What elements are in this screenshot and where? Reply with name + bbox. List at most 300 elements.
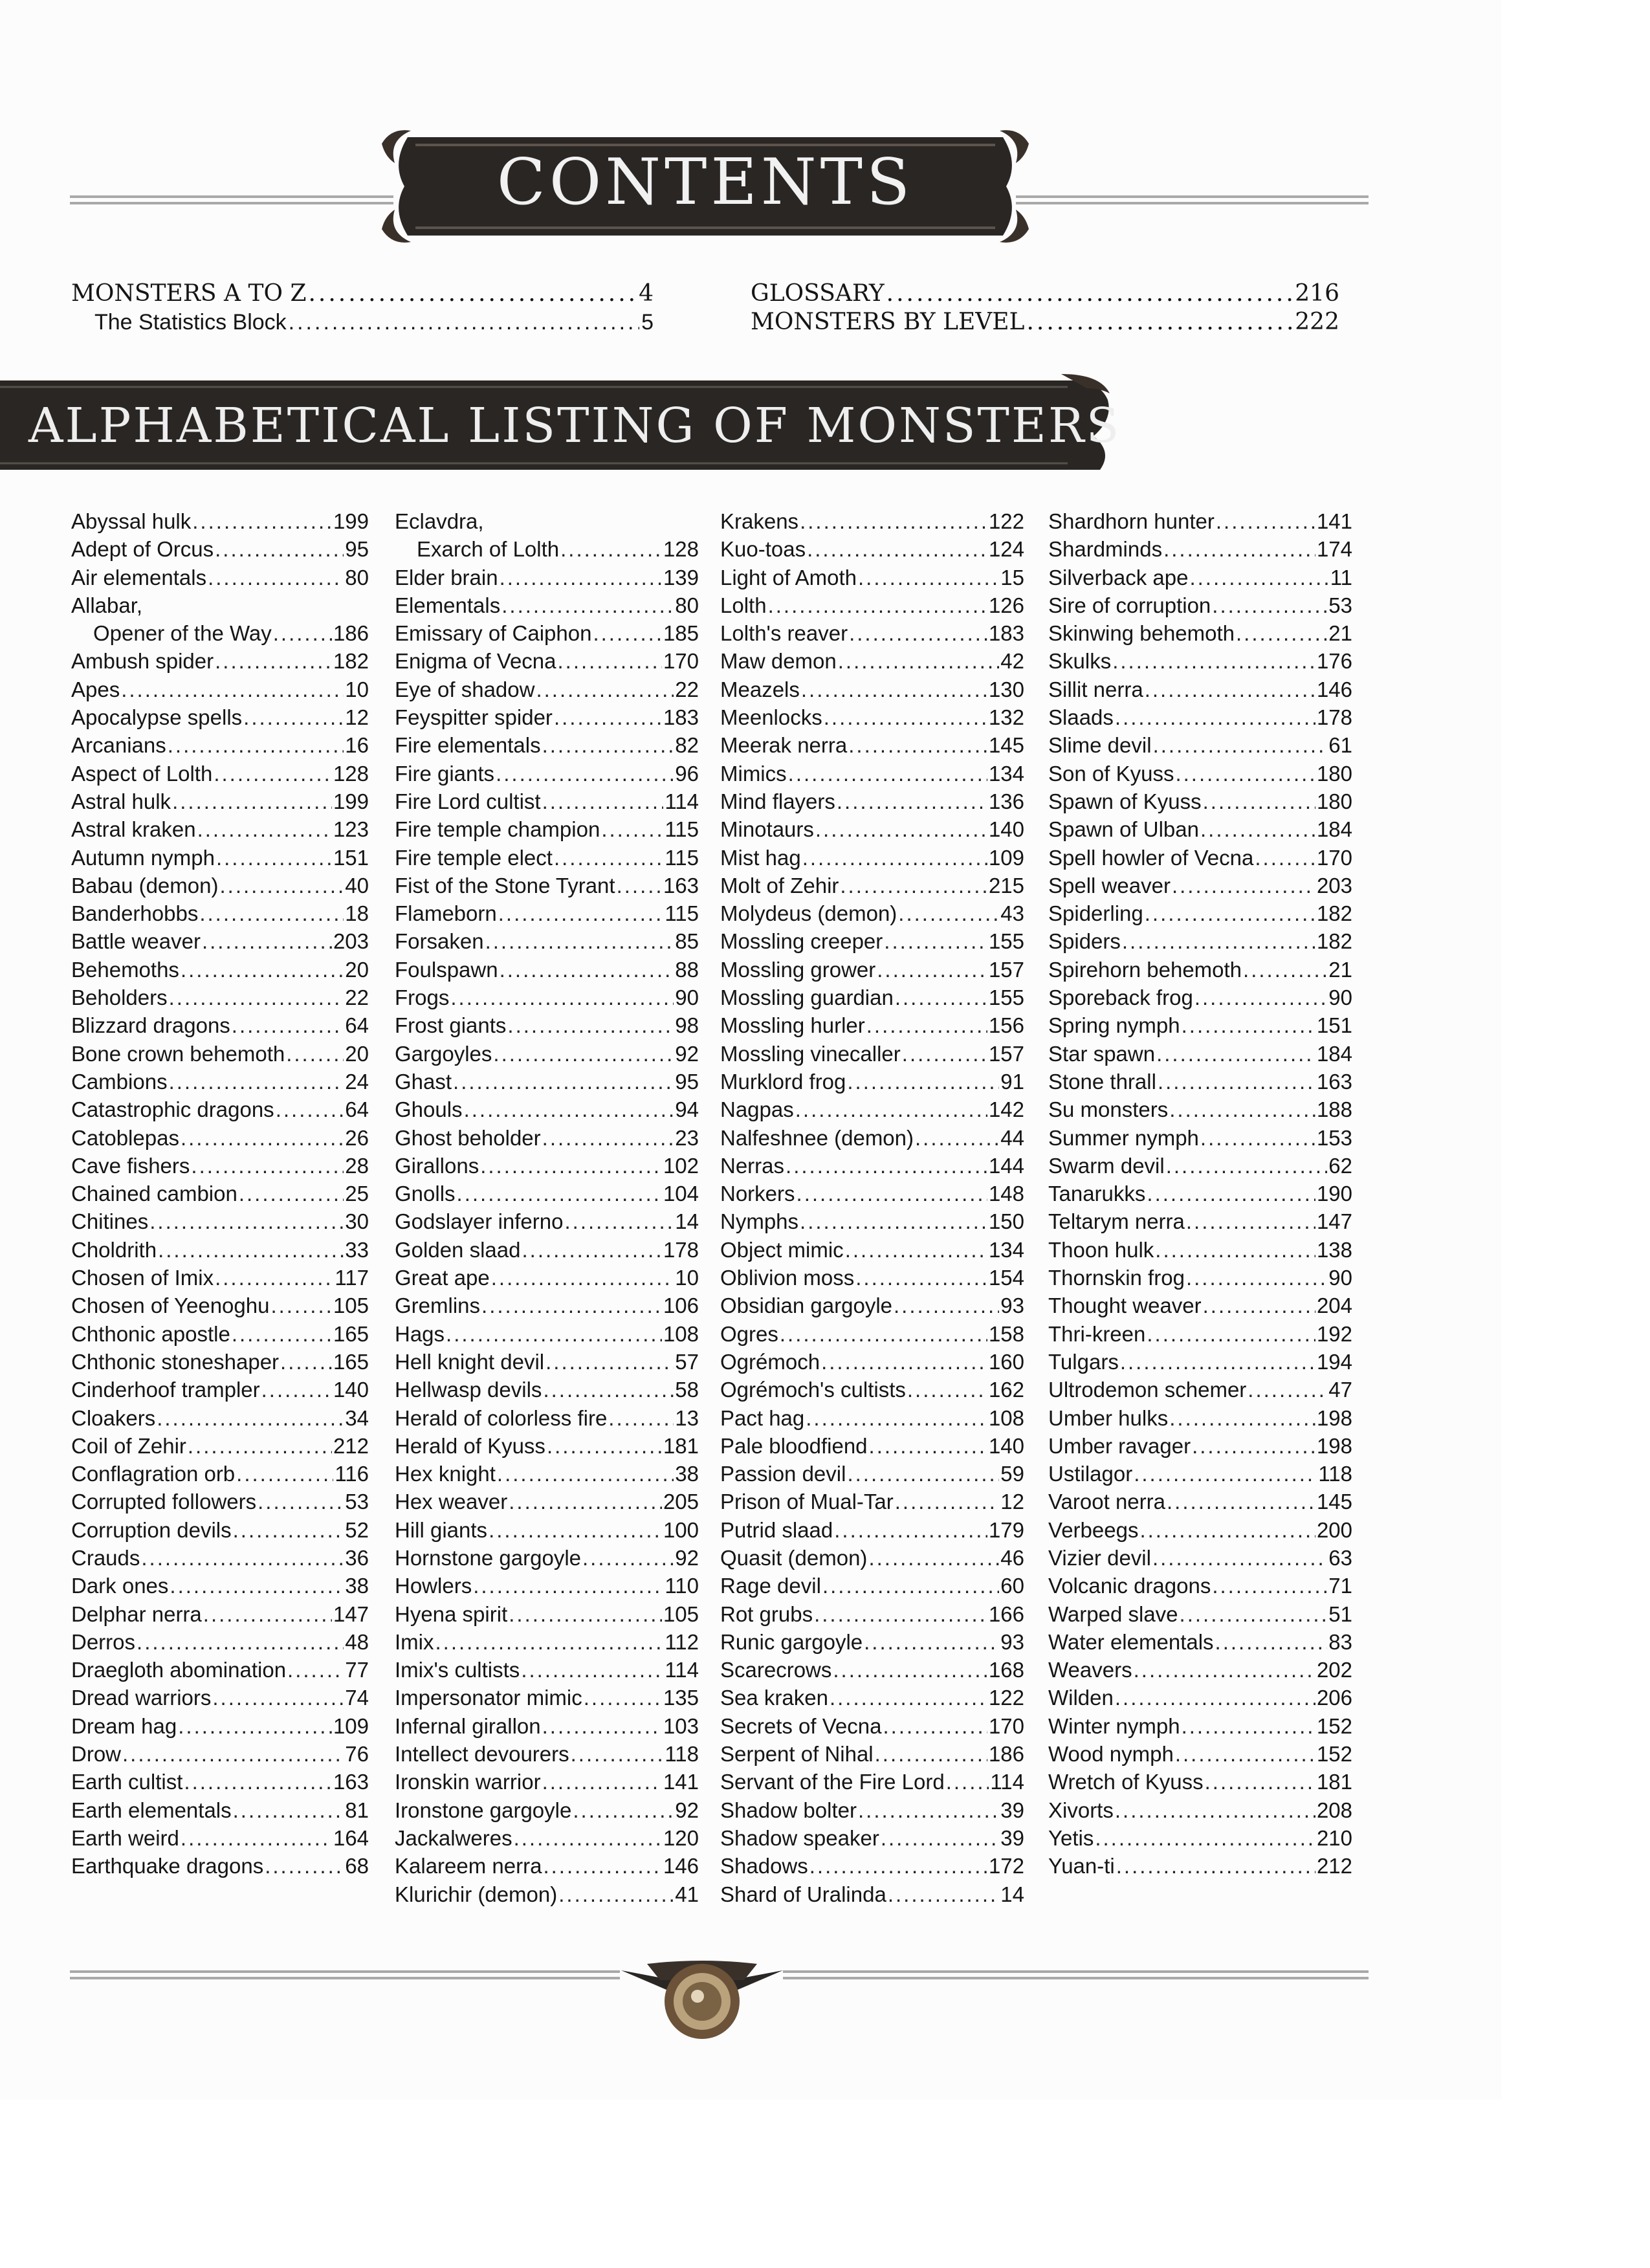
index-entry[interactable] [720, 1824, 1024, 1852]
entry-page: 90 [1328, 985, 1352, 1010]
leader-dots [837, 787, 987, 815]
entry-name: Gargoyles [395, 1041, 492, 1066]
index-entry[interactable] [1048, 1124, 1352, 1152]
index-entry[interactable] [720, 1207, 1024, 1235]
entry-name: Great ape [395, 1266, 490, 1290]
leader-dots [834, 1516, 987, 1544]
index-entry[interactable] [720, 1600, 1024, 1628]
leader-dots [1116, 1852, 1315, 1880]
index-entry[interactable] [720, 1068, 1024, 1095]
entry-page: 74 [345, 1686, 369, 1710]
index-entry[interactable] [720, 731, 1024, 759]
index-entry[interactable] [395, 1740, 699, 1768]
index-entry[interactable] [395, 535, 699, 563]
index-entry[interactable] [71, 676, 369, 703]
index-entry[interactable] [720, 787, 1024, 815]
index-entry[interactable] [395, 1320, 699, 1348]
leader-dots [170, 1572, 344, 1600]
index-entry[interactable] [720, 1460, 1024, 1488]
index-entry[interactable] [720, 1040, 1024, 1068]
index-entry[interactable] [71, 927, 369, 955]
index-entry[interactable] [720, 956, 1024, 984]
leader-dots [1156, 1040, 1315, 1068]
index-entry[interactable] [720, 1348, 1024, 1376]
entry-page: 117 [335, 1266, 369, 1290]
index-entry[interactable] [395, 956, 699, 984]
entry-name: Spiders [1048, 929, 1121, 954]
entry-name: Shadow bolter [720, 1798, 857, 1822]
index-entry[interactable] [395, 703, 699, 731]
leader-dots [1169, 1095, 1315, 1123]
entry-page: 30 [345, 1209, 369, 1234]
leader-dots [214, 760, 332, 787]
index-entry[interactable] [720, 1376, 1024, 1404]
index-entry[interactable] [71, 1124, 369, 1152]
index-entry[interactable] [1048, 1011, 1352, 1039]
index-entry[interactable] [71, 1180, 369, 1207]
index-entry[interactable] [395, 1600, 699, 1628]
leader-dots [480, 1152, 662, 1180]
index-entry[interactable] [1048, 927, 1352, 955]
index-entry[interactable] [395, 731, 699, 759]
entry-page: 145 [1316, 1490, 1352, 1514]
leader-dots [178, 1712, 332, 1740]
entry-name: Howlers [395, 1574, 472, 1598]
entry-name: Spell weaver [1048, 873, 1171, 897]
index-entry[interactable] [1048, 591, 1352, 619]
index-entry[interactable] [720, 1236, 1024, 1264]
index-entry[interactable] [1048, 1040, 1352, 1068]
entry-name: Object mimic [720, 1237, 844, 1262]
index-entry[interactable] [71, 1572, 369, 1600]
entry-name: Light of Amoth [720, 565, 857, 589]
leader-dots [1153, 731, 1328, 759]
index-entry[interactable] [71, 1712, 369, 1740]
index-entry[interactable] [71, 1207, 369, 1235]
entry-page: 212 [1316, 1854, 1352, 1878]
leader-dots [1120, 1348, 1315, 1376]
index-entry[interactable] [1048, 1628, 1352, 1656]
entry-page: 180 [1316, 789, 1352, 813]
index-entry[interactable] [1048, 1600, 1352, 1628]
index-entry[interactable] [720, 1264, 1024, 1292]
index-entry[interactable] [395, 927, 699, 955]
index-entry[interactable] [720, 1152, 1024, 1180]
leader-dots [1205, 1768, 1315, 1796]
index-entry[interactable] [395, 1488, 699, 1515]
index-entry[interactable] [395, 1292, 699, 1319]
entry-name: Bone crown behemoth [71, 1041, 285, 1066]
index-entry[interactable] [720, 1180, 1024, 1207]
index-entry[interactable] [71, 1068, 369, 1095]
index-entry[interactable] [71, 1740, 369, 1768]
index-entry[interactable] [720, 1768, 1024, 1796]
entry-name: Dream hag [71, 1713, 177, 1738]
index-entry[interactable] [395, 1460, 699, 1488]
leader-dots [489, 1516, 662, 1544]
index-entry[interactable] [71, 1768, 369, 1796]
index-entry[interactable] [71, 1320, 369, 1348]
index-entry[interactable] [1048, 1432, 1352, 1460]
entry-name: Beholders [71, 985, 168, 1010]
index-entry[interactable] [1048, 1544, 1352, 1572]
index-entry[interactable] [395, 591, 699, 619]
entry-page: 14 [675, 1209, 699, 1234]
index-entry[interactable] [71, 647, 369, 675]
entry-page: 122 [988, 1686, 1024, 1710]
index-entry[interactable] [720, 507, 1024, 535]
index-entry[interactable] [71, 507, 369, 535]
index-entry[interactable] [395, 844, 699, 872]
leader-dots [232, 1320, 332, 1348]
index-entry[interactable] [395, 1236, 699, 1264]
index-entry[interactable] [71, 1796, 369, 1824]
index-entry[interactable] [1048, 899, 1352, 927]
entry-page: 85 [675, 929, 699, 954]
index-entry[interactable] [395, 1880, 699, 1908]
leader-dots [849, 619, 987, 647]
index-entry[interactable] [1048, 984, 1352, 1011]
index-entry[interactable] [1048, 760, 1352, 787]
leader-dots [509, 1488, 662, 1515]
leader-dots [907, 1376, 987, 1404]
entry-page: 141 [1316, 509, 1352, 533]
entry-page: 109 [333, 1713, 369, 1738]
index-entry[interactable] [1048, 1712, 1352, 1740]
index-entry[interactable] [720, 647, 1024, 675]
footer-rule-left [70, 1970, 620, 1979]
entry-name: Cambions [71, 1069, 168, 1094]
leader-dots [573, 1796, 674, 1824]
index-entry[interactable] [395, 1544, 699, 1572]
index-entry[interactable] [71, 760, 369, 787]
entry-page: 64 [345, 1097, 369, 1122]
index-entry[interactable] [71, 1600, 369, 1628]
index-entry[interactable] [71, 1095, 369, 1123]
index-entry[interactable] [1048, 872, 1352, 899]
index-entry[interactable] [720, 815, 1024, 843]
entry-page: 204 [1316, 1294, 1352, 1318]
index-entry[interactable] [1048, 1376, 1352, 1404]
index-entry[interactable] [395, 647, 699, 675]
index-entry[interactable] [1048, 1796, 1352, 1824]
index-entry[interactable] [720, 676, 1024, 703]
index-entry[interactable] [395, 1095, 699, 1123]
index-entry[interactable] [1048, 1824, 1352, 1852]
index-entry[interactable] [1048, 1264, 1352, 1292]
index-entry[interactable] [71, 1516, 369, 1544]
index-entry[interactable] [720, 564, 1024, 591]
index-entry[interactable] [71, 1040, 369, 1068]
entry-page: 165 [333, 1349, 369, 1374]
index-entry[interactable] [720, 1684, 1024, 1712]
index-entry[interactable] [71, 1488, 369, 1515]
index-entry[interactable] [71, 1152, 369, 1180]
index-entry[interactable] [395, 1516, 699, 1544]
index-entry[interactable] [71, 1852, 369, 1880]
top-index-entry[interactable] [751, 280, 1339, 308]
index-entry[interactable] [71, 703, 369, 731]
index-entry[interactable] [720, 844, 1024, 872]
index-entry[interactable] [395, 1264, 699, 1292]
leader-dots [608, 1404, 674, 1432]
leader-dots [558, 1880, 674, 1908]
index-entry[interactable] [1048, 1572, 1352, 1600]
leader-dots [601, 815, 663, 843]
leader-dots [464, 1095, 674, 1123]
index-entry[interactable] [395, 1040, 699, 1068]
leader-dots [1215, 1628, 1328, 1656]
index-entry[interactable] [1048, 1852, 1352, 1880]
entry-page: 90 [1328, 1266, 1352, 1290]
index-entry[interactable] [71, 844, 369, 872]
entry-page: 145 [988, 733, 1024, 758]
index-entry[interactable] [720, 927, 1024, 955]
leader-dots [191, 1152, 344, 1180]
leader-dots [192, 507, 332, 535]
index-entry[interactable] [720, 619, 1024, 647]
leader-dots [542, 731, 674, 759]
index-entry[interactable] [395, 1011, 699, 1039]
index-entry[interactable] [1048, 1656, 1352, 1684]
index-entry[interactable] [71, 1376, 369, 1404]
index-entry[interactable] [720, 1095, 1024, 1123]
index-entry[interactable] [395, 1852, 699, 1880]
entry-page: 10 [675, 1266, 699, 1290]
entry-page: 170 [663, 649, 699, 674]
index-entry[interactable] [1048, 1320, 1352, 1348]
index-entry[interactable] [1048, 1488, 1352, 1515]
entry-name: Exarch of Lolth [417, 537, 560, 562]
index-entry[interactable] [1048, 1740, 1352, 1768]
index-entry[interactable] [1048, 1236, 1352, 1264]
index-entry[interactable] [395, 872, 699, 899]
entry-name: Lolth's reaver [720, 621, 848, 646]
index-entry[interactable] [1048, 1152, 1352, 1180]
index-entry[interactable] [395, 1068, 699, 1095]
index-entry[interactable] [395, 1768, 699, 1796]
index-entry[interactable] [1048, 1068, 1352, 1095]
entry-page: 210 [1316, 1825, 1352, 1850]
entry-name: Weavers [1048, 1658, 1132, 1682]
entry-page: 20 [345, 957, 369, 982]
index-entry[interactable] [71, 535, 369, 563]
index-entry[interactable] [720, 1740, 1024, 1768]
index-entry[interactable] [395, 815, 699, 843]
index-entry[interactable] [1048, 507, 1352, 535]
index-entry[interactable] [1048, 1348, 1352, 1376]
index-entry[interactable] [720, 899, 1024, 927]
index-entry[interactable] [395, 1124, 699, 1152]
index-entry[interactable] [71, 1628, 369, 1656]
entry-name: Putrid slaad [720, 1517, 833, 1542]
index-entry[interactable] [71, 1348, 369, 1376]
index-entry[interactable] [720, 1712, 1024, 1740]
leader-dots [181, 1124, 344, 1152]
index-entry[interactable] [720, 535, 1024, 563]
entry-name: Lolth [720, 593, 767, 617]
leader-dots [243, 703, 344, 731]
index-entry[interactable] [71, 1292, 369, 1319]
leader-dots [1182, 1011, 1315, 1039]
index-entry[interactable] [1048, 956, 1352, 984]
index-entry[interactable] [720, 1852, 1024, 1880]
index-entry[interactable] [720, 1572, 1024, 1600]
leader-dots [584, 1684, 662, 1712]
index-entry[interactable] [720, 591, 1024, 619]
index-entry[interactable] [395, 507, 699, 535]
index-entry[interactable] [395, 899, 699, 927]
entry-page: 182 [1316, 929, 1352, 954]
top-index-entry[interactable] [751, 308, 1339, 336]
entry-page: 181 [1316, 1770, 1352, 1794]
index-entry[interactable] [71, 731, 369, 759]
index-entry[interactable] [71, 1684, 369, 1712]
index-entry[interactable] [395, 1572, 699, 1600]
index-entry[interactable] [720, 984, 1024, 1011]
index-entry[interactable] [1048, 535, 1352, 563]
index-entry[interactable] [1048, 1516, 1352, 1544]
leader-dots [542, 1712, 662, 1740]
index-entry[interactable] [395, 1207, 699, 1235]
index-entry[interactable] [1048, 1460, 1352, 1488]
index-entry[interactable] [395, 760, 699, 787]
index-entry[interactable] [71, 1236, 369, 1264]
index-entry[interactable] [395, 564, 699, 591]
entry-page: 163 [333, 1770, 369, 1794]
index-entry[interactable] [1048, 676, 1352, 703]
index-entry[interactable] [720, 1656, 1024, 1684]
entry-page: 71 [1328, 1574, 1352, 1598]
index-entry[interactable] [71, 1432, 369, 1460]
index-entry[interactable] [395, 1656, 699, 1684]
index-entry[interactable] [395, 1180, 699, 1207]
index-entry[interactable] [720, 760, 1024, 787]
leader-dots [582, 1544, 674, 1572]
entry-page: 13 [675, 1405, 699, 1430]
index-entry[interactable] [71, 1824, 369, 1852]
leader-dots [809, 1852, 987, 1880]
index-entry[interactable] [395, 1348, 699, 1376]
index-entry[interactable] [1048, 815, 1352, 843]
index-entry[interactable] [395, 1432, 699, 1460]
entry-name: Cinderhoof trampler [71, 1378, 260, 1402]
index-entry[interactable] [395, 1152, 699, 1180]
index-entry[interactable] [1048, 564, 1352, 591]
index-entry[interactable] [395, 1824, 699, 1852]
index-entry[interactable] [1048, 731, 1352, 759]
section-title: ALPHABETICAL LISTING OF MONSTERS [28, 398, 1121, 454]
index-entry[interactable] [71, 1656, 369, 1684]
index-entry[interactable] [1048, 844, 1352, 872]
index-entry[interactable] [720, 1544, 1024, 1572]
index-entry[interactable] [71, 984, 369, 1011]
index-entry[interactable] [1048, 1292, 1352, 1319]
index-entry[interactable] [71, 1460, 369, 1488]
index-entry[interactable] [720, 1292, 1024, 1319]
leader-dots [1186, 1207, 1315, 1235]
index-entry[interactable] [71, 1011, 369, 1039]
index-entry[interactable] [395, 619, 699, 647]
index-entry[interactable] [71, 956, 369, 984]
index-entry[interactable] [71, 815, 369, 843]
index-entry[interactable] [395, 787, 699, 815]
leader-dots [902, 1040, 987, 1068]
index-entry[interactable] [71, 619, 369, 647]
index-entry[interactable] [71, 1264, 369, 1292]
index-entry[interactable] [1048, 1207, 1352, 1235]
index-entry[interactable] [720, 1320, 1024, 1348]
index-entry[interactable] [1048, 1684, 1352, 1712]
entry-page: 140 [988, 1433, 1024, 1458]
leader-dots [1175, 1740, 1315, 1768]
index-entry[interactable] [395, 1796, 699, 1824]
index-entry[interactable] [1048, 1404, 1352, 1432]
index-entry[interactable] [1048, 703, 1352, 731]
index-entry[interactable] [1048, 787, 1352, 815]
index-entry[interactable] [71, 872, 369, 899]
entry-name: Spawn of Ulban [1048, 817, 1199, 842]
index-entry[interactable] [395, 676, 699, 703]
top-index-entry[interactable] [94, 308, 654, 336]
index-entry[interactable] [720, 1488, 1024, 1515]
index-entry[interactable] [1048, 1768, 1352, 1796]
index-entry[interactable] [395, 1628, 699, 1656]
leader-dots [1212, 591, 1327, 619]
entry-page: 91 [1000, 1069, 1024, 1094]
index-entry[interactable] [720, 1628, 1024, 1656]
index-entry[interactable] [1048, 1180, 1352, 1207]
leader-dots [172, 787, 332, 815]
index-entry[interactable] [71, 1544, 369, 1572]
index-entry[interactable] [71, 1404, 369, 1432]
index-entry[interactable] [1048, 619, 1352, 647]
index-entry[interactable] [720, 1404, 1024, 1432]
entry-name: Spawn of Kyuss [1048, 789, 1202, 813]
index-entry[interactable] [720, 1516, 1024, 1544]
index-entry[interactable] [71, 564, 369, 591]
index-entry[interactable] [71, 591, 369, 619]
index-entry[interactable] [1048, 647, 1352, 675]
index-entry[interactable] [720, 1124, 1024, 1152]
index-entry[interactable] [395, 1684, 699, 1712]
index-entry[interactable] [720, 703, 1024, 731]
index-entry[interactable] [720, 1011, 1024, 1039]
index-entry[interactable] [1048, 1095, 1352, 1123]
index-entry[interactable] [720, 872, 1024, 899]
entry-name: Abyssal hulk [71, 509, 192, 533]
index-entry[interactable] [395, 1376, 699, 1404]
entry-page: 80 [345, 565, 369, 589]
leader-dots [141, 1544, 344, 1572]
leader-dots [287, 1656, 344, 1684]
entry-name: Golden slaad [395, 1237, 521, 1262]
leader-dots [1145, 676, 1315, 703]
top-index-entry[interactable] [71, 280, 654, 308]
entry-page: 152 [1316, 1713, 1352, 1738]
index-entry[interactable] [395, 1404, 699, 1432]
entry-name: Emissary of Caiphon [395, 621, 592, 646]
index-entry[interactable] [720, 1432, 1024, 1460]
index-entry[interactable] [71, 787, 369, 815]
index-entry[interactable] [720, 1880, 1024, 1908]
index-entry[interactable] [395, 1712, 699, 1740]
index-entry[interactable] [71, 899, 369, 927]
index-entry[interactable] [720, 1796, 1024, 1824]
entry-name: Astral kraken [71, 817, 196, 842]
entry-name: Hellwasp devils [395, 1378, 542, 1402]
index-entry[interactable] [395, 984, 699, 1011]
